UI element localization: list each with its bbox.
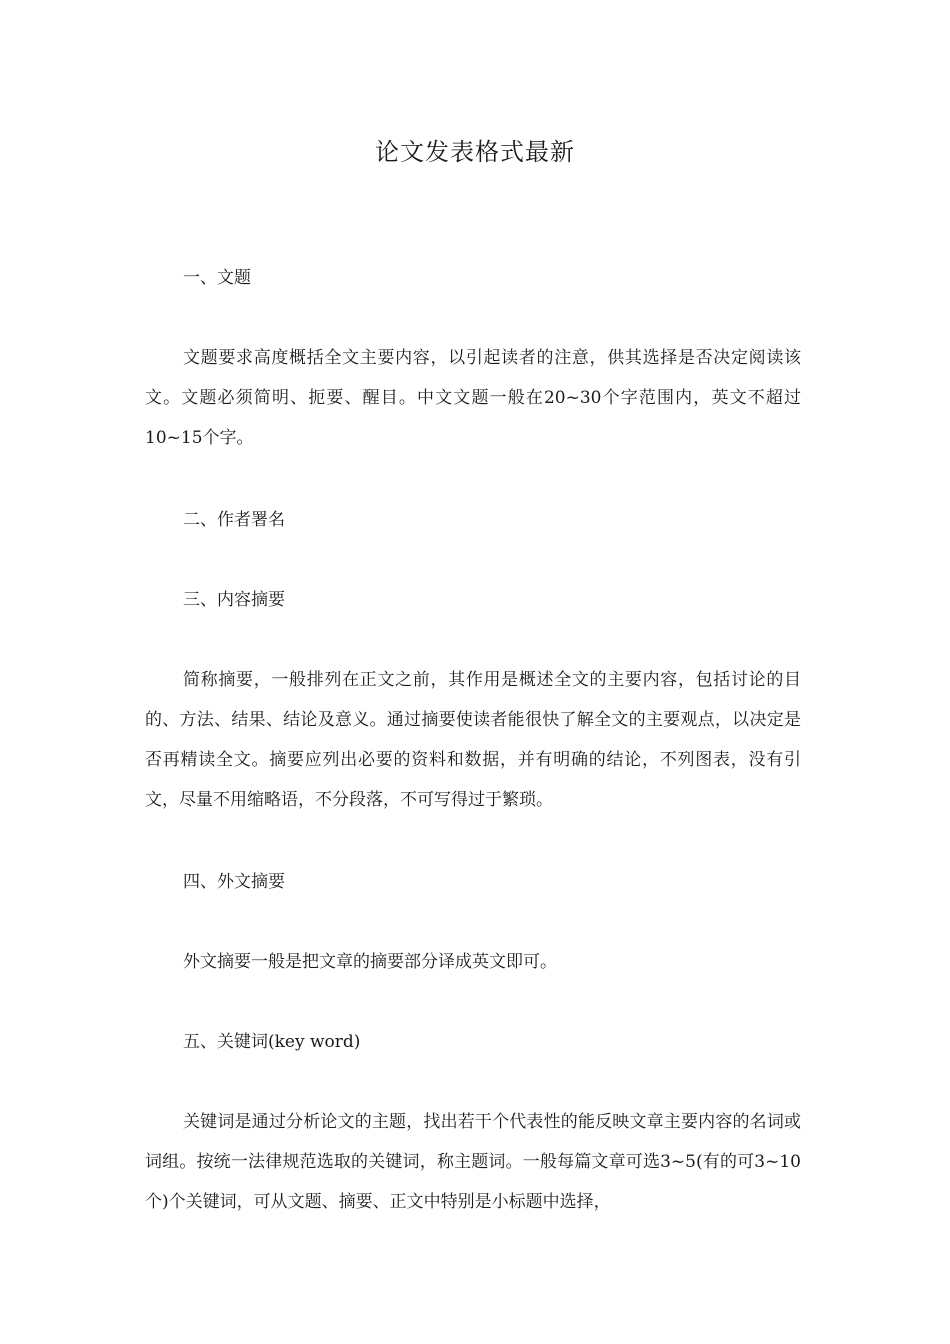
paragraph-title: 文题要求高度概括全文主要内容，以引起读者的注意，供其选择是否决定阅读该文。文题必须简明、扼要、醒目。中文文题一般在20~30个字范围内，英文不超过10~15个字。 <box>145 348 801 448</box>
paragraph-foreign-abstract: 外文摘要一般是把文章的摘要部分译成英文即可。 <box>183 952 557 972</box>
section-heading-foreign-abstract: 四、外文摘要 <box>183 872 285 892</box>
paragraph-abstract: 简称摘要，一般排列在正文之前，其作用是概述全文的主要内容，包括讨论的目的、方法、结果、结论及意义。通过摘要使读者能很快了解全文的主要观点，以决定是否再精读全文。摘要应列出必要的资料和数据，并有明确的结论，不列图表，没有引文，尽量不用缩略语，不分段落，不可写得过于繁琐。 <box>145 670 801 810</box>
section-heading-title: 一、文题 <box>183 268 251 288</box>
section-heading-abstract: 三、内容摘要 <box>183 590 285 610</box>
document-title: 论文发表格式最新 <box>375 138 575 166</box>
paragraph-keywords: 关键词是通过分析论文的主题，找出若干个代表性的能反映文章主要内容的名词或词组。按统一法律规范选取的关键词，称主题词。一般每篇文章可选3~5(有的可3~10个)个关键词，可从文题、摘要、正文中特别是小标题中选择， <box>145 1112 801 1212</box>
section-heading-keywords: 五、关键词(key word) <box>183 1032 361 1052</box>
section-heading-author: 二、作者署名 <box>183 510 285 530</box>
